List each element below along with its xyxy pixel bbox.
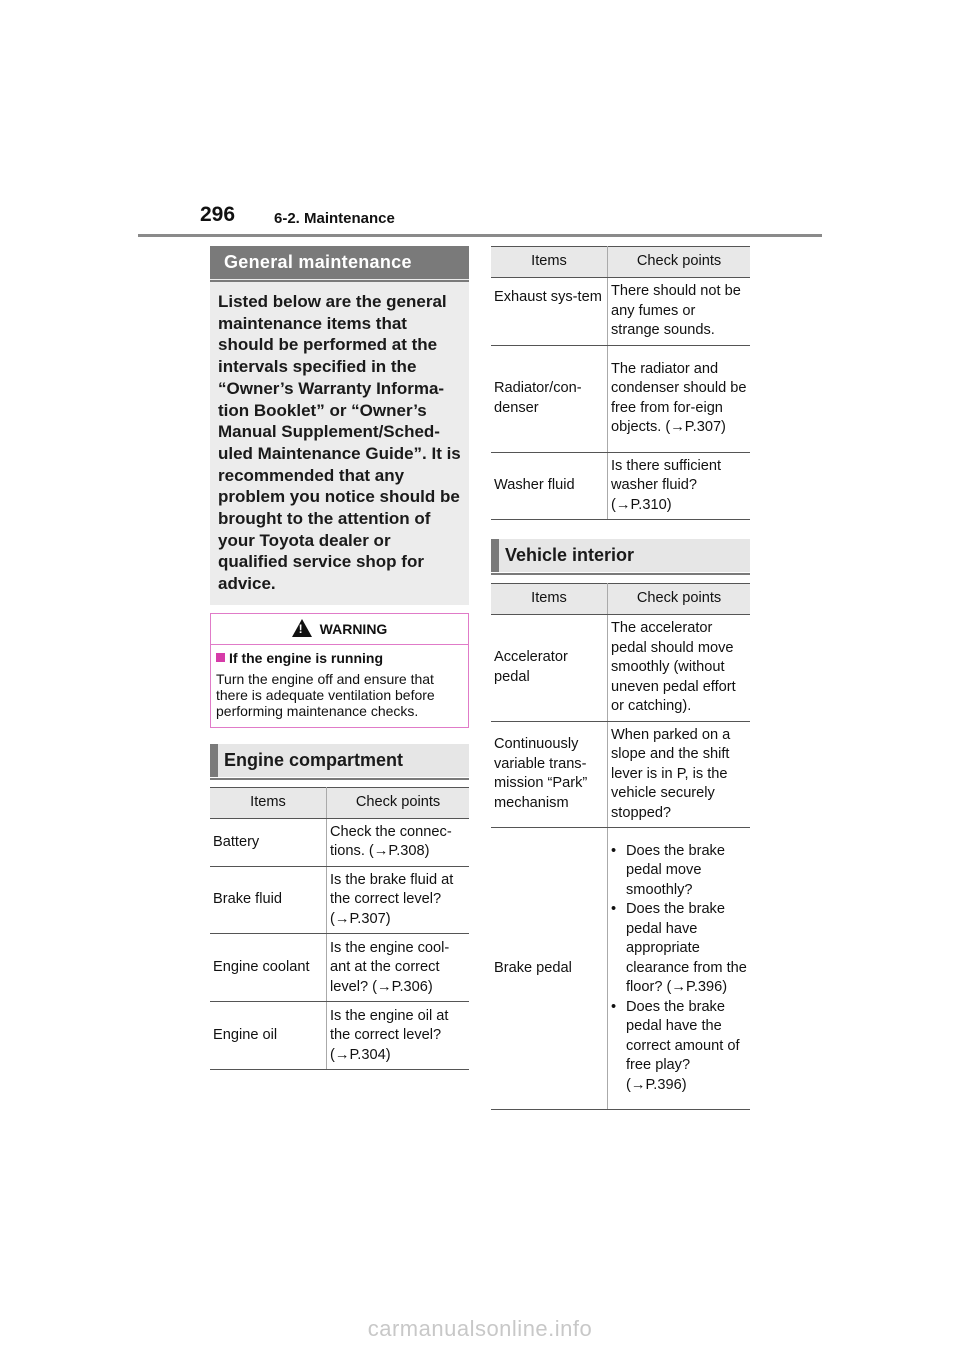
warning-header — [211, 614, 468, 645]
check-cell: When parked on a slope and the shift lever is in P, is the vehicle securely stopped? — [608, 721, 751, 828]
warning-text: Turn the engine off and ensure that there is adequate ventilation before performing maintenance checks. — [216, 670, 435, 719]
check-cell: Is the engine oil at the correct level? (→P.304) — [327, 1002, 470, 1070]
engine-compartment-table-continued — [491, 246, 750, 520]
general-maintenance-heading: General maintenance — [210, 246, 469, 279]
table-row — [491, 828, 750, 1110]
column-header-items: Items — [210, 787, 327, 818]
item-cell: Engine coolant — [210, 934, 327, 1002]
item-cell: Engine oil — [210, 1002, 327, 1070]
list-item: • Does the brake pedal have the correct amount of free play? (→P.396) — [611, 998, 747, 1096]
list-item: • Does the brake pedal move smoothly? — [611, 842, 747, 901]
warning-subheading — [216, 650, 462, 666]
table-row — [491, 721, 750, 828]
table-header-row — [491, 584, 750, 615]
check-cell: The radiator and condenser should be free from for-eign objects. (→P.307) — [608, 345, 751, 452]
section-title: 6-2. Maintenance — [274, 210, 395, 227]
item-cell: Exhaust sys-tem — [491, 278, 608, 346]
check-cell — [608, 828, 751, 1110]
right-column — [491, 246, 750, 1110]
page-number: 296 — [200, 203, 236, 226]
check-cell: Is there sufficient washer fluid? (→P.310) — [608, 452, 751, 520]
engine-compartment-heading: Engine compartment — [210, 744, 469, 777]
table-row — [210, 1002, 469, 1070]
item-cell: Accelerator pedal — [491, 615, 608, 722]
item-cell: Radiator/con-denser — [491, 345, 608, 452]
warning-triangle-icon — [292, 619, 312, 637]
table-row — [210, 866, 469, 934]
general-maintenance-intro: Listed below are the general maintenance items that should be performed at the intervals specified in the “Owner’s Warranty Informa-tion Booklet” or “Owner’s Manual Supplement/Sched-uled Maintenance Guide”. It is recommended that any problem you notice should be brought to the attention of your Toyota dealer or qualified service shop for advice. — [210, 279, 469, 605]
header-divider — [138, 234, 822, 237]
item-cell: Brake pedal — [491, 828, 608, 1110]
square-bullet-icon — [216, 653, 225, 662]
warning-title: WARNING — [319, 620, 388, 637]
column-header-items: Items — [491, 584, 608, 615]
column-header-check-points: Check points — [608, 247, 751, 278]
check-cell: Is the engine cool-ant at the correct level? (→P.306) — [327, 934, 470, 1002]
table-row — [491, 615, 750, 722]
column-header-check-points: Check points — [608, 584, 751, 615]
warning-box — [210, 613, 469, 728]
column-header-check-points: Check points — [327, 787, 470, 818]
vehicle-interior-table — [491, 583, 750, 1110]
table-header-row — [210, 787, 469, 818]
table-row — [210, 818, 469, 866]
warning-body — [211, 645, 468, 727]
table-row — [491, 452, 750, 520]
item-cell: Washer fluid — [491, 452, 608, 520]
table-row — [491, 278, 750, 346]
item-cell: Battery — [210, 818, 327, 866]
table-header-row — [491, 247, 750, 278]
check-cell: Is the brake fluid at the correct level? (→P.307) — [327, 866, 470, 934]
left-column — [210, 246, 469, 1070]
vehicle-interior-heading: Vehicle interior — [491, 539, 750, 572]
column-header-items: Items — [491, 247, 608, 278]
check-cell: The accelerator pedal should move smoothly (without uneven pedal effort or catching). — [608, 615, 751, 722]
watermark-text: carmanualsonline.info — [367, 1316, 593, 1341]
table-row — [491, 345, 750, 452]
item-cell: Continuously variable trans-mission “Park” mechanism — [491, 721, 608, 828]
warning-subheading-text: If the engine is running — [229, 649, 383, 666]
brake-pedal-check-list — [611, 842, 747, 1096]
table-row — [210, 934, 469, 1002]
check-cell: Check the connec-tions. (→P.308) — [327, 818, 470, 866]
item-cell: Brake fluid — [210, 866, 327, 934]
engine-compartment-table — [210, 787, 469, 1071]
list-item: • Does the brake pedal have appropriate clearance from the floor? (→P.396) — [611, 900, 747, 998]
check-cell: There should not be any fumes or strange sounds. — [608, 278, 751, 346]
